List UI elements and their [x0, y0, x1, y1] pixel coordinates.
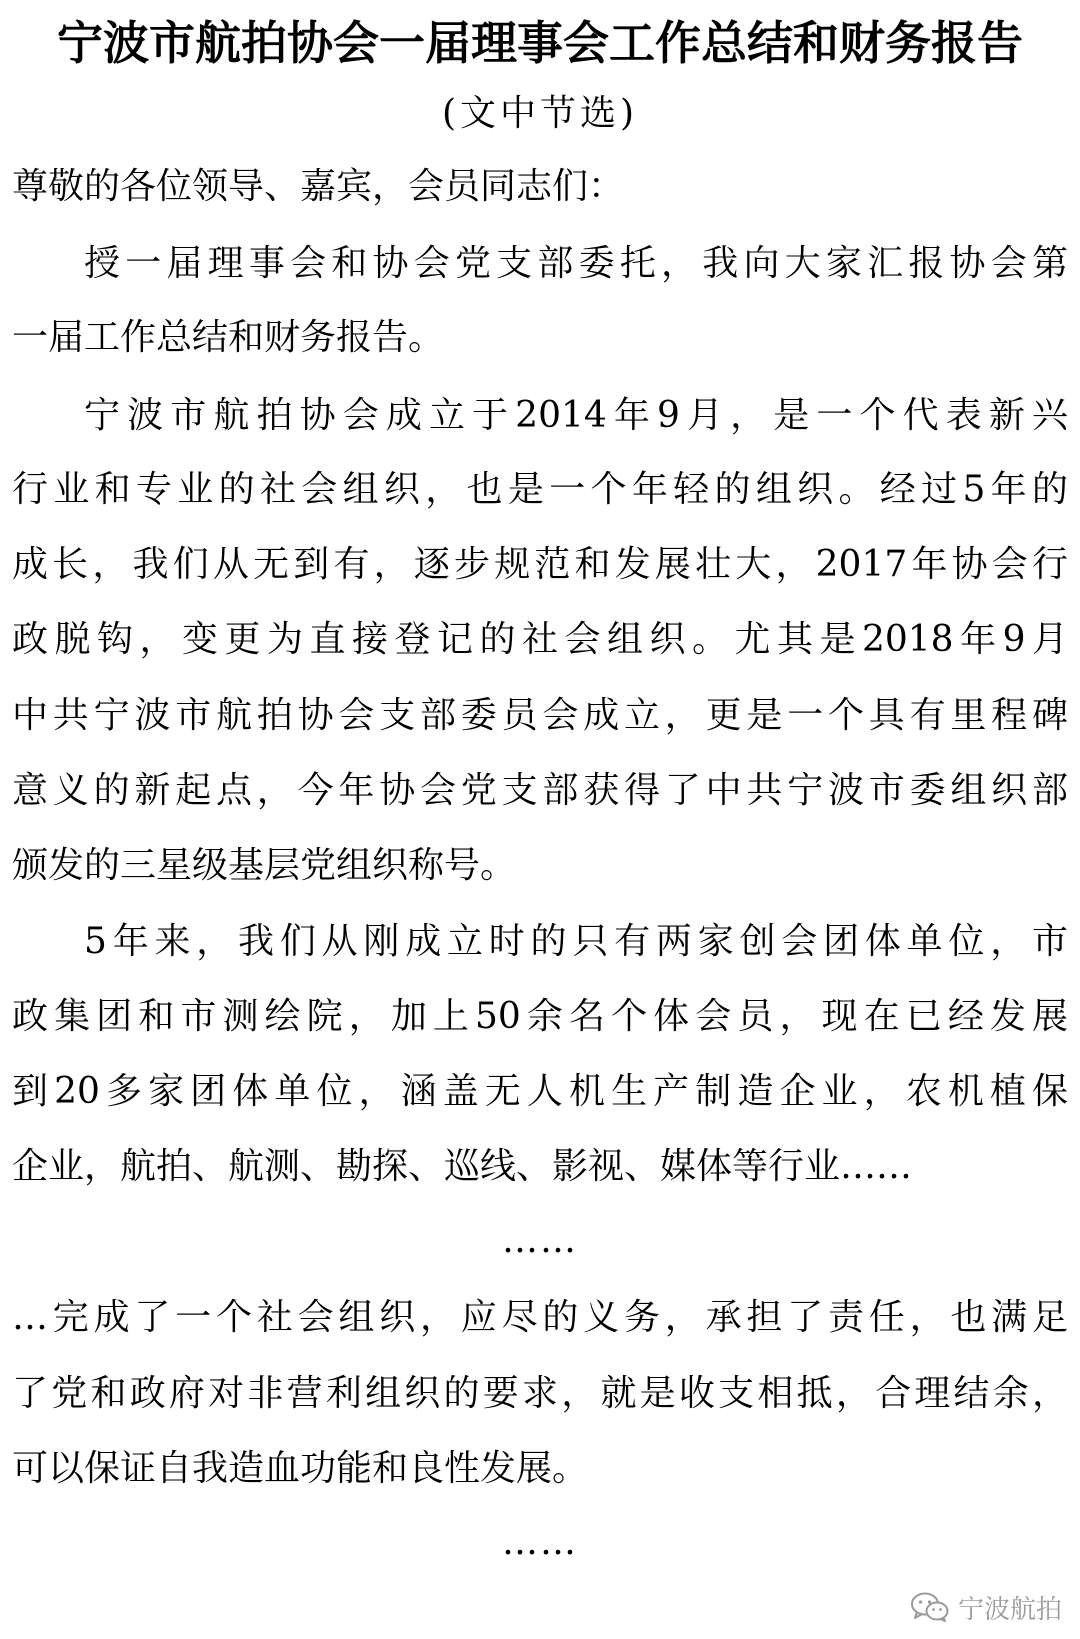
paragraph-2-line-4: 政脱钩，变更为直接登记的社会组织。尤其是2018年9月 — [12, 619, 1068, 660]
paragraph-3-line-3: 到20多家团体单位，涵盖无人机生产制造企业，农机植保 — [12, 1071, 1068, 1112]
paragraph-1-line-2: 一届工作总结和财务报告。 — [12, 317, 445, 358]
ellipsis-separator-2: …… — [502, 1522, 578, 1563]
paragraph-4-line-2: 了党和政府对非营利组织的要求，就是收支相抵，合理结余， — [12, 1373, 1068, 1414]
salutation-line: 尊敬的各位领导、嘉宾，会员同志们： — [12, 166, 625, 207]
paragraph-4-line-1: …完成了一个社会组织，应尽的义务，承担了责任，也满足 — [12, 1297, 1068, 1338]
watermark — [910, 1585, 1062, 1629]
document-title: 宁波市航拍协会一届理事会工作总结和财务报告 — [57, 16, 1023, 70]
paragraph-2-line-2: 行业和专业的社会组织，也是一个年轻的组织。经过5年的 — [12, 469, 1068, 510]
watermark-text: 宁波航拍 — [957, 1594, 1062, 1625]
wechat-icon — [910, 1591, 950, 1623]
paragraph-2-line-5: 中共宁波市航拍协会支部委员会成立，更是一个具有里程碑 — [12, 695, 1068, 736]
paragraph-4-line-3: 可以保证自我造血功能和良性发展。 — [12, 1448, 589, 1489]
paragraph-3-line-2: 政集团和市测绘院，加上50余名个体会员，现在已经发展 — [12, 996, 1068, 1037]
ellipsis-separator-1: …… — [502, 1220, 578, 1261]
paragraph-2-line-1: 宁波市航拍协会成立于2014年9月，是一个代表新兴 — [84, 395, 1068, 436]
paragraph-2-line-6: 意义的新起点，今年协会党支部获得了中共宁波市委组织部 — [12, 770, 1068, 811]
paragraph-2-line-3: 成长，我们从无到有，逐步规范和发展壮大，2017年协会行 — [12, 544, 1068, 585]
paragraph-3-line-1: 5年来，我们从刚成立时的只有两家创会团体单位，市 — [84, 921, 1068, 962]
paragraph-2-line-7: 颁发的三星级基层党组织称号。 — [12, 845, 517, 886]
document-subtitle: (文中节选) — [441, 93, 639, 134]
paragraph-1-line-1: 授一届理事会和协会党支部委托，我向大家汇报协会第 — [84, 243, 1068, 284]
paragraph-3-line-4: 企业，航拍、航测、勘探、巡线、影视、媒体等行业…… — [12, 1146, 913, 1187]
